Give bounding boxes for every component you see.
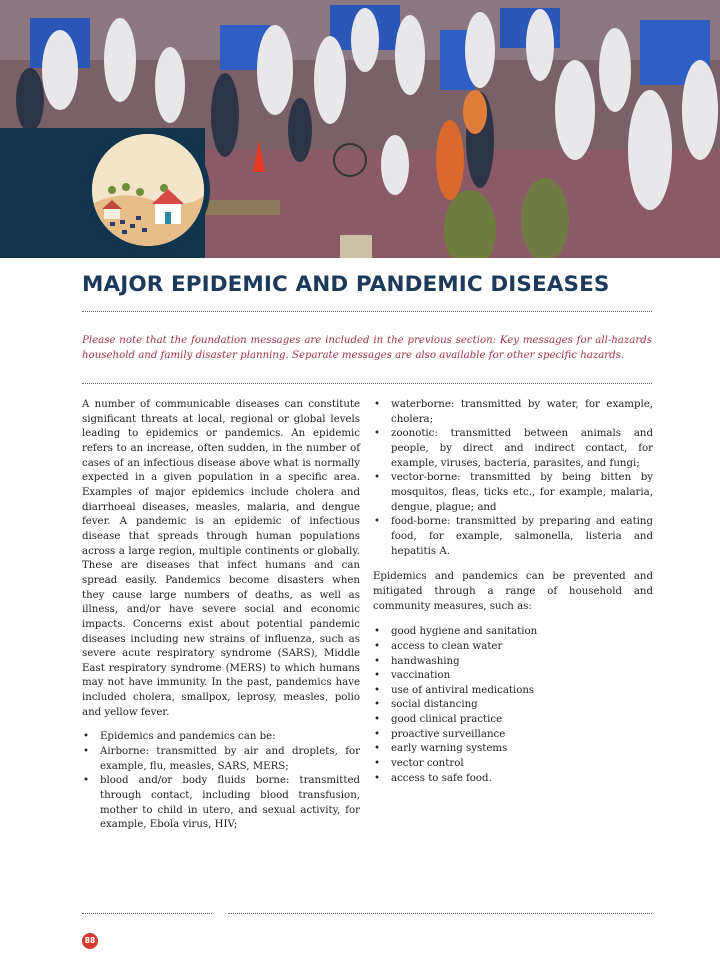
left-column [82, 398, 360, 833]
list-item: • social distancing [373, 698, 653, 713]
list-item: • Epidemics and pandemics can be: [82, 730, 360, 745]
list-item: • good clinical practice [373, 713, 653, 728]
list-item: • vector-borne: transmitted by being bitten by mosquitos, fleas, ticks etc., for example, malaria, dengue, plague; and [373, 471, 653, 515]
transmission-list-continued [373, 398, 653, 559]
village-illustration [92, 134, 204, 246]
list-item: • good hygiene and sanitation [373, 625, 653, 640]
list-item: • zoonotic: transmitted between animals and people, by direct and indirect contact, for example, viruses, bacteria, parasites, and fungi; [373, 427, 653, 471]
list-item: • vector control [373, 757, 653, 772]
list-item: • access to clean water [373, 640, 653, 655]
page-number: 88 [82, 933, 98, 949]
intro-paragraph: A number of communicable diseases can constitute significant threats at local, regional or global levels leading to epidemics or pandemics. An epidemic refers to an increase, often sudden, in the number of cases of an infectious disease above what is normally expected in a given population in a specific area. Examples of major epidemics include cholera and diarrhoeal diseases, measles, malaria, and dengue fever. A pandemic is an epidemic of infectious disease that spreads through human populations across a large region, multiple continents or globally. These are diseases that infect humans and can spread easily. Pandemics become disasters when they cause large numbers of deaths, as well as illness, and/or have severe social and economic impacts. Concerns exist about potential pandemic diseases including new strains of influenza, such as severe acute respiratory syndrome (SARS), Middle East respiratory syndrome (MERS) to which humans may not have immunity. In the past, pandemics have included cholera, smallpox, leprosy, measles, polio and yellow fever. [82, 399, 360, 718]
foundation-note: Please note that the foundation messages are included in the previous section: Key messages for all-hazards household and family disaster planning. Separate messages are also available for other specific hazards. [82, 335, 652, 361]
page-title: MAJOR EPIDEMIC AND PANDEMIC DISEASES [82, 272, 610, 297]
divider [82, 383, 652, 384]
list-item: • handwashing [373, 655, 653, 670]
footer-divider [82, 913, 212, 914]
list-item: • Airborne: transmitted by air and droplets, for example, flu, measles, SARS, MERS; [82, 745, 360, 774]
transmission-list [82, 730, 360, 833]
footer-divider [228, 913, 652, 914]
list-item: • access to safe food. [373, 772, 653, 787]
list-item: • waterborne: transmitted by water, for example, cholera; [373, 398, 653, 427]
divider [82, 311, 652, 312]
prevention-intro: Epidemics and pandemics can be prevented and mitigated through a range of household and community measures, such as: [373, 571, 653, 612]
list-item: • food-borne: transmitted by preparing and eating food, for example, salmonella, listeria and hepatitis A. [373, 515, 653, 559]
list-item: • blood and/or body fluids borne: transmitted through contact, including blood transfusion, mother to child in utero, and sexual activity, for example, Ebola virus, HIV; [82, 774, 360, 833]
list-item: • use of antiviral medications [373, 684, 653, 699]
list-item: • early warning systems [373, 742, 653, 757]
list-item: • vaccination [373, 669, 653, 684]
right-column [373, 398, 653, 786]
list-item: • proactive surveillance [373, 728, 653, 743]
prevention-measures-list [373, 625, 653, 786]
